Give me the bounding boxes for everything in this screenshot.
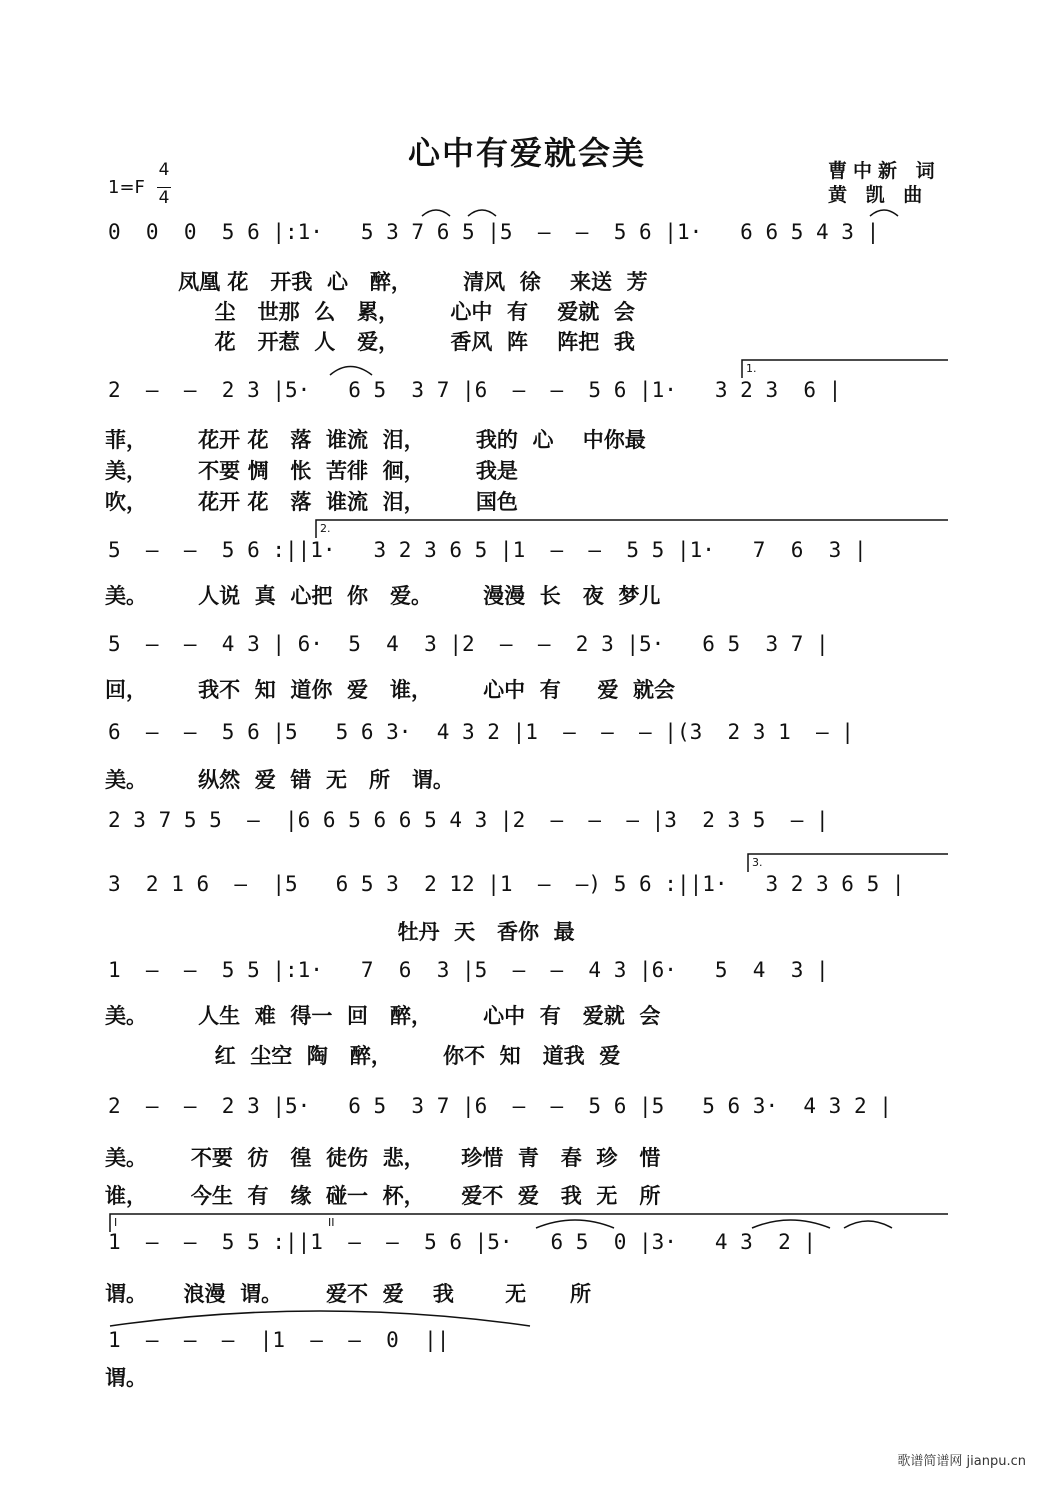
volta-bracket-1 [742, 360, 948, 378]
volta-bracket-3 [748, 854, 948, 872]
lyric-line-11-1: 谓。 [105, 1366, 147, 1390]
lyric-line-7-1: 牡丹 天 香你 最 [105, 920, 575, 944]
slur-long [110, 1311, 530, 1326]
volta-label-1: 1. [746, 362, 757, 375]
lyric-line-5-1: 美。 纵然 爱 错 无 所 谓。 [105, 768, 454, 792]
volta-label-II: II [328, 1216, 335, 1229]
lyric-line-4-1: 回， 我不 知 道你 爱 谁， 心中 有 爱 就会 [105, 678, 675, 702]
lyric-line-8-1: 美。 人生 难 得一 回 醉， 心中 有 爱就 会 [105, 1004, 661, 1028]
site-watermark: 歌谱简谱网 jianpu.cn [897, 1454, 1026, 1469]
notation-line-2: 2 — — 2 3 |5· 6 5 3 7 |6 — — 5 6 |1· 3 2 3 6 | [108, 378, 842, 402]
notation-line-5: 6 — — 5 6 |5 5 6 3· 4 3 2 |1 — — — |(3 2 3 1 — | [108, 720, 854, 744]
lyric-line-3-1: 美。 人说 真 心把 你 爱。 漫漫 长 夜 梦儿 [105, 584, 661, 608]
slur-4 [870, 210, 898, 216]
key-signature: 1=F [108, 177, 145, 198]
slur-2 [422, 210, 450, 216]
lyric-line-9-1: 美。 不要 彷 徨 徒伤 悲， 珍惜 青 春 珍 惜 [105, 1146, 661, 1170]
notation-line-4: 5 — — 4 3 | 6· 5 4 3 |2 — — 2 3 |5· 6 5 3 7 | [108, 632, 829, 656]
notation-line-3: 5 — — 5 6 :||1· 3 2 3 6 5 |1 — — 5 5 |1· 7 6 3 | [108, 538, 867, 562]
slur-7 [844, 1221, 892, 1228]
song-title: 心中有爱就会美 [407, 134, 646, 172]
lyricist-credit: 曹中新 词 [828, 160, 941, 182]
slur-1 [330, 367, 372, 376]
lyric-line-8-2: 红 尘空 陶 醉， 你不 知 道我 爱 [105, 1044, 621, 1068]
slur-5 [536, 1220, 614, 1228]
notation-line-11: 1 — — — |1 — — 0 || [108, 1328, 450, 1352]
notation-line-6: 2 3 7 5 5 — |6 6 5 6 6 5 4 3 |2 — — — |3 2 3 5 — | [108, 808, 829, 832]
time-signature-top: 4 [158, 160, 170, 180]
volta-label-2: 2. [320, 522, 331, 535]
volta-bracket-I-II [110, 1214, 948, 1232]
lyric-line-2-3: 吹， 花开 花 落 谁流 泪， 国色 [105, 490, 518, 514]
lyric-line-2-1: 菲， 花开 花 落 谁流 泪， 我的 心 中你最 [105, 428, 646, 452]
lyric-line-1-2: 尘 世那 么 累， 心中 有 爱就 会 [105, 300, 635, 324]
lyric-line-1-1: 凤凰 花 开我 心 醉， 清风 徐 来送 芳 [105, 270, 648, 294]
volta-label-3: 3. [752, 856, 763, 869]
lyric-line-9-2: 谁， 今生 有 缘 碰一 杯， 爱不 爱 我 无 所 [105, 1184, 661, 1208]
notation-line-7: 3 2 1 6 — |5 6 5 3 2 12 |1 — —) 5 6 :||1· 3 2 3 6 5 | [108, 872, 905, 896]
lyric-line-10-1: 谓。 浪漫 谓。 爱不 爱 我 无 所 [105, 1282, 591, 1306]
lyric-line-1-3: 花 开惹 人 爱， 香风 阵 阵把 我 [105, 330, 635, 354]
composer-credit: 黄 凯 曲 [828, 184, 929, 206]
slur-6 [752, 1220, 830, 1228]
notation-line-9: 2 — — 2 3 |5· 6 5 3 7 |6 — — 5 6 |5 5 6 3· 4 3 2 | [108, 1094, 892, 1118]
lyric-line-2-2: 美， 不要 惆 怅 苦徘 徊， 我是 [105, 459, 518, 483]
volta-label-I: I [114, 1216, 118, 1229]
notation-line-10: 1 — — 5 5 :||1 — — 5 6 |5· 6 5 0 |3· 4 3 2 | [108, 1230, 817, 1254]
notation-line-1: 0 0 0 5 6 |:1· 5 3 7 6 5 |5 — — 5 6 |1· 6 6 5 4 3 | [108, 220, 880, 244]
notation-line-8: 1 — — 5 5 |:1· 7 6 3 |5 — — 4 3 |6· 5 4 3 | [108, 958, 829, 982]
volta-bracket-2 [316, 520, 948, 538]
slur-3 [468, 210, 496, 216]
time-signature-bottom: 4 [158, 188, 170, 208]
